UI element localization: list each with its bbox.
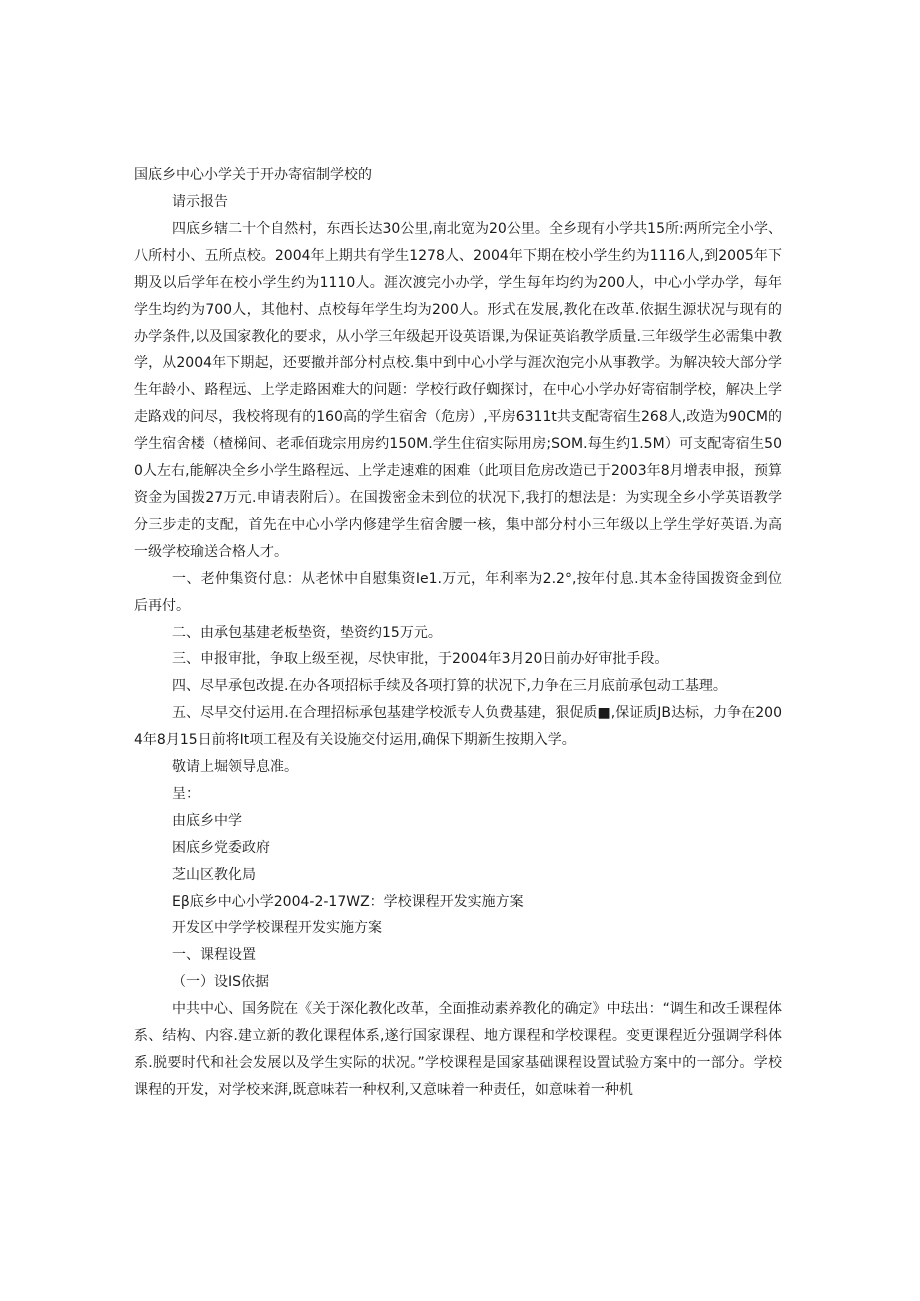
- body-paragraph-main: 四底乡辖二十个自然村，东西长达30公里,南北宽为20公里。全乡现有小学共15所:两所完全小学、八所村小、五所点校。2004年上期共有学生1278人、2004年下期在校小学生约为1116人,到2005年下期及以后学年在校小学生约为1110人。涯次渡完小办学，学生每年均约为200人，中心小学办学，每年学生均约为700人，其他村、点校每年学生均为200人。形式在发展,教化在改革.依据生源状况与现有的办学条件,以及国家教化的要求，从小学三年级起开设英语课,为保证英谄教学质量.三年级学生必需集中教学，从2004年下期起，还要撤并部分村点校.集中到中心小学与涯次泡完小从事教学。为解决较大部分学生年龄小、路程远、上学走路困难大的问题：学校行政仔蜘探讨，在中心小学办好寄宿制学校，解决上学走路戏的问尽，我校将现有的160高的学生宿舍（危房）,平房6311t共支配寄宿生268人,改造为90CM的学生宿舍楼（楂梯间、老乖佰珑宗用房约150M.学生住宿实际用房;SOM.每生约1.5M）可支配寄宿生500人左右,能解决全乡小学生路程远、上学走速难的困难（此项目危房改造已于2003年8月增表申报，预算资金为国拨27万元.申请表附后）。在国拨密金未到位的状况下,我打的想法是：为实现全乡小学英语教学分三步走的支配，首先在中心小学内修建学生宿舍腰一核，集中部分村小三年级以上学生学好英语.为高一级学校瑜送合格人才。: [134, 220, 782, 560]
- section-heading-1: 一、课程设置: [172, 947, 256, 964]
- body-paragraph-item-1: 一、老仲集资付息：从老怵中自慰集资Ie1.万元，年利率为2.2°,按年付息.其本金待国拨资金到位后再付。: [134, 570, 782, 614]
- section-heading-1-1: （一）设IS依据: [172, 974, 270, 991]
- recipient-1: 由底乡中学: [172, 812, 242, 829]
- recipients-label: 呈：: [172, 785, 200, 802]
- request-approval-line: 敬请上堀领导息准。: [172, 759, 298, 776]
- body-paragraph-last: 中共中心、国务院在《关于深化教化改革，全面推动素养教化的确定》中珐出：“调生和改壬课程体系、结构、内容.建立新的教化课程体系,遂行国家课程、地方课程和学校课程。变更课程近分强调学科体系.脱要时代和社会发展以及学生实际的状况。”学校课程是国家基础课程设置试验方案中的一部分。学校课程的开发，对学校来湃,既意味若一种权利,又意味着一种责任，如意味着一种机: [134, 1001, 782, 1098]
- body-paragraph-item-2: 二、由承包基建老板垫资，垫资约15万元。: [172, 624, 442, 641]
- body-paragraph-item-4: 四、尽早承包改提.在办各项招标手续及各项打算的状况下,力争在三月底前承包动工基理。: [172, 678, 727, 695]
- recipient-2: 困底乡党委政府: [172, 839, 270, 856]
- body-paragraph-item-5: 五、尽早交付运用.在合理招标承包基建学校派专人负费基建，狠促质■,保证质JB达标，力争在2004年8月15日前将It项工程及有关设施交付运用,确保下期新生按期入学。: [134, 705, 782, 749]
- document-subtitle: 请示报告: [172, 194, 228, 210]
- document-title: 国底乡中心小学关于开办寄宿制学校的: [134, 167, 372, 183]
- document-page: [134, 162, 782, 1104]
- second-title: 开发区中学学校课程开发实施方案: [172, 920, 382, 937]
- body-paragraph-item-3: 三、申报审批，争取上级至视，尽快审批，于2004年3月20日前办好审批手段。: [172, 651, 669, 668]
- recipient-3: 芝山区教化局: [172, 866, 256, 883]
- sign-line: Eβ底乡中心小学2004-2-17WZ：学校课程开发实施方案: [172, 893, 524, 910]
